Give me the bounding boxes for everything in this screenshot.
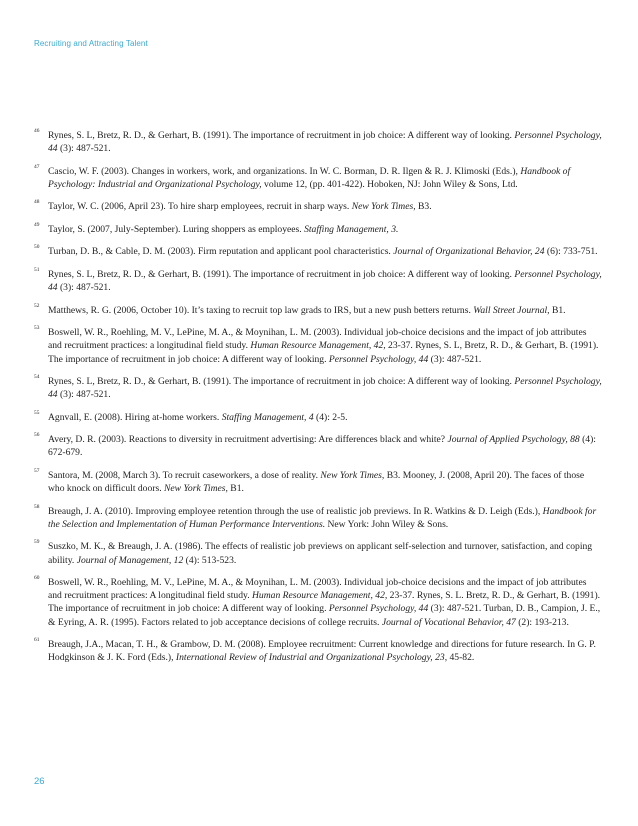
reference-source-title: Staffing Management, 4 <box>221 411 314 423</box>
reference-source-title: Journal of Applied Psychology, 88 <box>447 434 580 446</box>
running-header: Recruiting and Attracting Talent <box>34 39 148 48</box>
reference-text <box>48 305 566 316</box>
reference-text-segment: Breaugh, J. A. (2010). Improving employee retention through the use of realistic job previews. In R. Watkins & D. Leigh (Eds.), <box>48 505 543 517</box>
reference-text-segment: Matthews, R. G. (2006, October 10). It’s taxing to recruit top law grads to IRS, but a new push betters returns. <box>48 304 474 316</box>
reference-text <box>48 639 596 663</box>
reference-text-segment: B1. <box>227 483 244 495</box>
reference-item <box>34 268 602 294</box>
reference-item <box>34 326 602 366</box>
reference-item <box>34 433 602 459</box>
reference-number: 46 <box>34 128 40 134</box>
reference-number: 54 <box>34 374 40 381</box>
reference-text-segment: B3. <box>415 201 432 213</box>
reference-text-segment: (3): 487-521. <box>57 389 111 401</box>
reference-text <box>48 434 596 458</box>
reference-source-title: Personnel Psychology, 44 <box>328 353 429 365</box>
reference-source-title: Handbook of Psychology: Industrial and Organizational Psychology, <box>48 165 571 190</box>
reference-source-title: Journal of Vocational Behavior, 47 <box>381 616 516 628</box>
reference-text-segment: Taylor, W. C. (2006, April 23). To hire sharp employees, recruit in sharp ways. <box>48 201 352 213</box>
reference-text-segment: Turban, D. B., & Cable, D. M. (2003). Firm reputation and applicant pool characteristics. <box>48 246 394 258</box>
page-number: 26 <box>34 776 45 787</box>
reference-number: 48 <box>34 199 40 206</box>
reference-source-title: Human Resource Management, 42, <box>252 590 388 602</box>
reference-text-segment: (3): 487-521. <box>57 143 111 155</box>
reference-item <box>34 245 602 258</box>
reference-text-segment: B3. Mooney, J. (2008, April 20). The faces of those who knock on difficult doors. <box>48 469 585 495</box>
reference-source-title: New York Times, <box>320 469 385 481</box>
reference-text-segment: Boswell, W. R., Roehling, M. V., LePine, M. A., & Moynihan, L. M. (2003). Individual job-choice decisions and the impact of job attributes and recruitment practices: a longitudinal field study. <box>48 327 587 352</box>
reference-text <box>48 130 602 154</box>
reference-source-title: International Review of Industrial and Organizational Psychology, 23, <box>175 652 448 664</box>
reference-item <box>34 304 602 317</box>
reference-text-segment: Suszko, M. K., & Breaugh, J. A. (1986). The effects of realistic job previews on applicant self-selection and turnover, satisfaction, and coping ability. <box>48 541 593 566</box>
reference-source-title: Journal of Organizational Behavior, 24 <box>393 246 545 258</box>
reference-number: 51 <box>34 266 40 273</box>
reference-number: 59 <box>34 539 40 546</box>
reference-number: 55 <box>34 409 40 416</box>
reference-item <box>34 165 602 191</box>
reference-number: 57 <box>34 467 40 474</box>
reference-item <box>34 411 602 424</box>
reference-text-segment: 23-37. Rynes, S. L, Bretz, R. D., & Gerhart, B. (1991). The importance of recruitment in job choice: A different way of looking. <box>48 340 599 365</box>
reference-item <box>34 540 602 566</box>
reference-text <box>48 327 598 364</box>
reference-text <box>48 506 596 530</box>
reference-number: 61 <box>34 637 40 644</box>
reference-text <box>48 376 602 400</box>
reference-text-segment: Rynes, S. L, Bretz, R. D., & Gerhart, B. (1991). The importance of recruitment in job choice: A different way of looking. <box>48 268 515 280</box>
reference-source-title: Personnel Psychology, 44 <box>48 130 602 155</box>
reference-item <box>34 200 602 213</box>
reference-text-segment: 23-37. Rynes, S. L. Bretz, R. D., & Gerhart, B. (1991). The importance of recruitment in job choice: A different way of looking. <box>48 590 601 615</box>
reference-text-segment: (3): 487-521. <box>57 282 111 294</box>
reference-text-segment: 45-82. <box>447 652 475 664</box>
reference-text-segment: New York: John Wiley & Sons. <box>325 518 449 530</box>
reference-text-segment: B1. <box>549 304 566 316</box>
reference-text-segment: Avery, D. R. (2003). Reactions to diversity in recruitment advertising: Are differences black and white? <box>48 434 448 446</box>
reference-text <box>48 201 432 212</box>
reference-text <box>48 577 600 628</box>
reference-source-title: New York Times, <box>351 201 416 213</box>
reference-item <box>34 375 602 401</box>
reference-text-segment: Rynes, S. L, Bretz, R. D., & Gerhart, B. (1991). The importance of recruitment in job choice: A different way of looking. <box>48 376 515 388</box>
reference-source-title: Personnel Psychology, 44 <box>328 603 429 615</box>
reference-source-title: Personnel Psychology, 44 <box>48 268 602 294</box>
reference-source-title: Personnel Psychology, 44 <box>48 376 602 401</box>
reference-text <box>48 541 592 565</box>
reference-number: 60 <box>34 575 40 582</box>
reference-list <box>34 129 602 674</box>
reference-text <box>48 412 348 423</box>
reference-text-segment: Breaugh, J.A., Macan, T. H., & Grambow, D. M. (2008). Employee recruitment: Current knowledge and directions for future research. In G. P. Hodgkinson & J. K. Ford (Eds.), <box>48 639 596 664</box>
reference-text-segment: Rynes, S. L, Bretz, R. D., & Gerhart, B. (1991). The importance of recruitment in job choice: A different way of looking. <box>48 130 515 141</box>
reference-item <box>34 129 602 155</box>
reference-text-segment: Santora, M. (2008, March 3). To recruit caseworkers, a dose of reality. <box>48 469 321 481</box>
reference-text-segment: (4): 2-5. <box>313 411 348 423</box>
reference-source-title: Wall Street Journal, <box>473 304 550 316</box>
reference-item <box>34 469 602 495</box>
reference-text <box>48 166 570 190</box>
reference-source-title: Staffing Management, 3. <box>304 223 399 235</box>
reference-text-segment: Agnvall, E. (2008). Hiring at-home workers. <box>48 411 222 423</box>
reference-source-title: New York Times, <box>164 483 228 495</box>
reference-text-segment: (4): 672-679. <box>48 434 596 459</box>
reference-text <box>48 470 584 494</box>
reference-text-segment: (2): 193-213. <box>515 616 569 628</box>
reference-text-segment: Boswell, W. R., Roehling, M. V., LePine, M. A., & Moynihan, L. M. (2003). Individual job-choice decisions and the impact of job attributes and recruitment practices: A longitudinal field study. <box>48 577 587 602</box>
reference-number: 52 <box>34 302 40 309</box>
reference-source-title: Handbook for the Selection and Implementation of Human Performance Interventions. <box>48 505 597 530</box>
reference-text <box>48 269 602 293</box>
reference-number: 56 <box>34 432 40 439</box>
reference-text <box>48 246 598 257</box>
reference-text-segment: (3): 487-521. Turban, D. B., Campion, J. E., & Eyring, A. R. (1995). Factors related to job acceptance decisions of college recruits. <box>48 603 601 628</box>
reference-number: 47 <box>34 163 40 170</box>
reference-text-segment: Cascio, W. F. (2003). Changes in workers, work, and organizations. In W. C. Borman, D. R. Ilgen & R. J. Klimoski (Eds.), <box>48 165 521 177</box>
reference-text-segment: (4): 513-523. <box>183 554 237 566</box>
reference-number: 53 <box>34 325 40 332</box>
reference-text-segment: Taylor, S. (2007, July-September). Luring shoppers as employees. <box>48 223 305 235</box>
reference-source-title: Human Resource Management, 42, <box>250 340 386 352</box>
reference-text-segment: (3): 487-521. <box>428 353 482 365</box>
reference-item <box>34 223 602 236</box>
reference-source-title: Journal of Management, 12 <box>76 554 184 566</box>
reference-item <box>34 638 602 664</box>
reference-number: 58 <box>34 503 40 510</box>
reference-item <box>34 505 602 531</box>
reference-number: 50 <box>34 244 40 251</box>
reference-number: 49 <box>34 221 40 228</box>
reference-text-segment: (6): 733-751. <box>544 246 598 258</box>
reference-item <box>34 576 602 629</box>
reference-text-segment: volume 12, (pp. 401-422). Hoboken, NJ: John Wiley & Sons, Ltd. <box>261 178 518 190</box>
reference-text <box>48 224 398 235</box>
